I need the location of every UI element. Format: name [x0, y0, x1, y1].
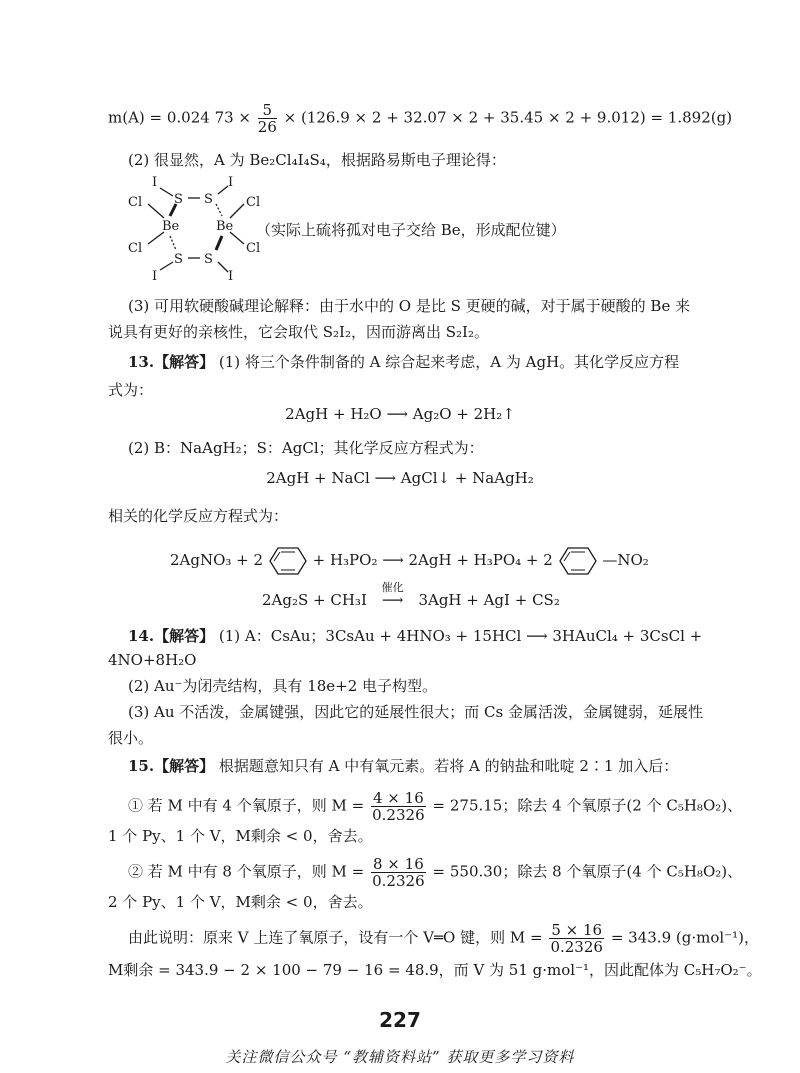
q13-line2: 式为：	[108, 381, 154, 399]
q15-case1: ① 若 M 中有 4 个氧原子，则 M = $\frac{4 \times 16}{0.2326}$ = 275.15；除去 4 个氧原子(2 个 C₅H₈O₂)、	[128, 789, 743, 824]
atom-i: I	[152, 176, 158, 190]
q15-heading: 15.【解答】	[128, 757, 215, 775]
structure-caption: （实际上硫将孤对电子交给 Be，形成配位键）	[256, 221, 566, 239]
mass-equation: m(A) = 0.024 73 × $\frac{5}{26}$ × (126.9 × 2 + 32.07 × 2 + 35.45 × 2 + 9.012) = 1.892(g)	[108, 101, 733, 136]
q15-conclusion-end: M剩余 = 343.9 − 2 × 100 − 79 − 16 = 48.9，而 V 为 51 g·mol⁻¹，因此配体为 C₅H₇O₂⁻。	[108, 961, 762, 979]
q14-part3-end: 很小。	[108, 729, 154, 747]
q14-heading: 14.【解答】	[128, 627, 215, 645]
q13-related: 相关的化学反应方程式为：	[108, 507, 289, 525]
q13-heading: 13.【解答】	[128, 353, 215, 371]
atom-cl: Cl	[128, 241, 143, 256]
fraction: $\frac{8 \times 16}{0.2326}$	[372, 855, 425, 890]
fraction: $\frac{4 \times 16}{0.2326}$	[372, 789, 425, 824]
page-number: 227	[379, 1008, 421, 1032]
part3-text-line1: (3) 可用软硬酸碱理论解释：由于水中的 O 是比 S 更硬的碱，对于属于硬酸的 Be 来	[128, 297, 691, 315]
equation-4: 2Ag₂S + CH₃I 催化 ⟶ 3AgH + AgI + CS₂	[262, 581, 560, 609]
catalyst-arrow: 催化 ⟶	[381, 581, 404, 609]
benzene-ring-icon	[558, 546, 598, 576]
fraction-5-26: $\frac{5}{26}$	[257, 101, 277, 136]
atom-cl: Cl	[246, 195, 261, 210]
part2-text: (2) 很显然，A 为 Be₂Cl₄I₄S₄，根据路易斯电子理论得：	[128, 151, 506, 169]
atom-be: Be	[216, 219, 234, 234]
q14-line2: 4NO+8H₂O	[108, 651, 197, 669]
equation-3: 2AgNO₃ + 2 + H₃PO₂ ⟶ 2AgH + H₃PO₄ + 2 —NO₂	[170, 546, 649, 576]
atom-s: S	[174, 192, 183, 207]
q13-part2: (2) B：NaAgH₂；S：AgCl；其化学反应方程式为：	[128, 439, 484, 457]
q15-conclusion: 由此说明：原来 V 上连了氧原子，设有一个 V═O 键，则 M = $\frac{5 \times 16}{0.2326}$ = 343.9 (g·mol⁻¹)，	[128, 921, 759, 956]
q15-line1: 15.【解答】 根据题意知只有 A 中有氧元素。若将 A 的钠盐和吡啶 2∶1 加入后：	[128, 757, 679, 775]
q15-case2: ② 若 M 中有 8 个氧原子，则 M = $\frac{8 \times 16}{0.2326}$ = 550.30；除去 8 个氧原子(4 个 C₅H₈O₂)、	[128, 855, 743, 890]
atom-be: Be	[162, 219, 180, 234]
q15-case2-end: 2 个 Py、1 个 V，M剩余 < 0，舍去。	[108, 893, 373, 911]
atom-cl: Cl	[246, 241, 261, 256]
part3-text-line2: 说具有更好的亲核性，它会取代 S₂I₂，因而游离出 S₂I₂。	[108, 323, 489, 341]
q14-part3: (3) Au 不活泼，金属键强，因此它的延展性很大；而 Cs 金属活泼，金属键弱，延展性	[128, 703, 703, 721]
atom-s: S	[204, 192, 213, 207]
q15-case1-end: 1 个 Py、1 个 V，M剩余 < 0，舍去。	[108, 827, 373, 845]
atom-s: S	[174, 252, 183, 267]
fraction: $\frac{5 \times 16}{0.2326}$	[550, 921, 603, 956]
atom-s: S	[204, 252, 213, 267]
atom-cl: Cl	[128, 195, 143, 210]
equation-1: 2AgH + H₂O ⟶ Ag₂O + 2H₂↑	[285, 405, 515, 423]
atom-i: I	[152, 269, 158, 284]
benzene-ring-icon	[268, 546, 308, 576]
q13-line1: 13.【解答】 (1) 将三个条件制备的 A 综合起来考虑，A 为 AgH。其化学反应方程	[128, 353, 680, 371]
atom-i: I	[228, 176, 234, 190]
q14-line1: 14.【解答】 (1) A：CsAu；3CsAu + 4HNO₃ + 15HCl ⟶ 3HAuCl₄ + 3CsCl +	[128, 627, 703, 645]
equation-2: 2AgH + NaCl ⟶ AgCl↓ + NaAgH₂	[266, 469, 534, 487]
footer-note: 关注微信公众号 “教辅资料站” 获取更多学习资料	[225, 1048, 575, 1066]
q14-part2: (2) Au⁻为闭壳结构，具有 18e+2 电子构型。	[128, 677, 438, 695]
atom-i: I	[228, 269, 234, 284]
